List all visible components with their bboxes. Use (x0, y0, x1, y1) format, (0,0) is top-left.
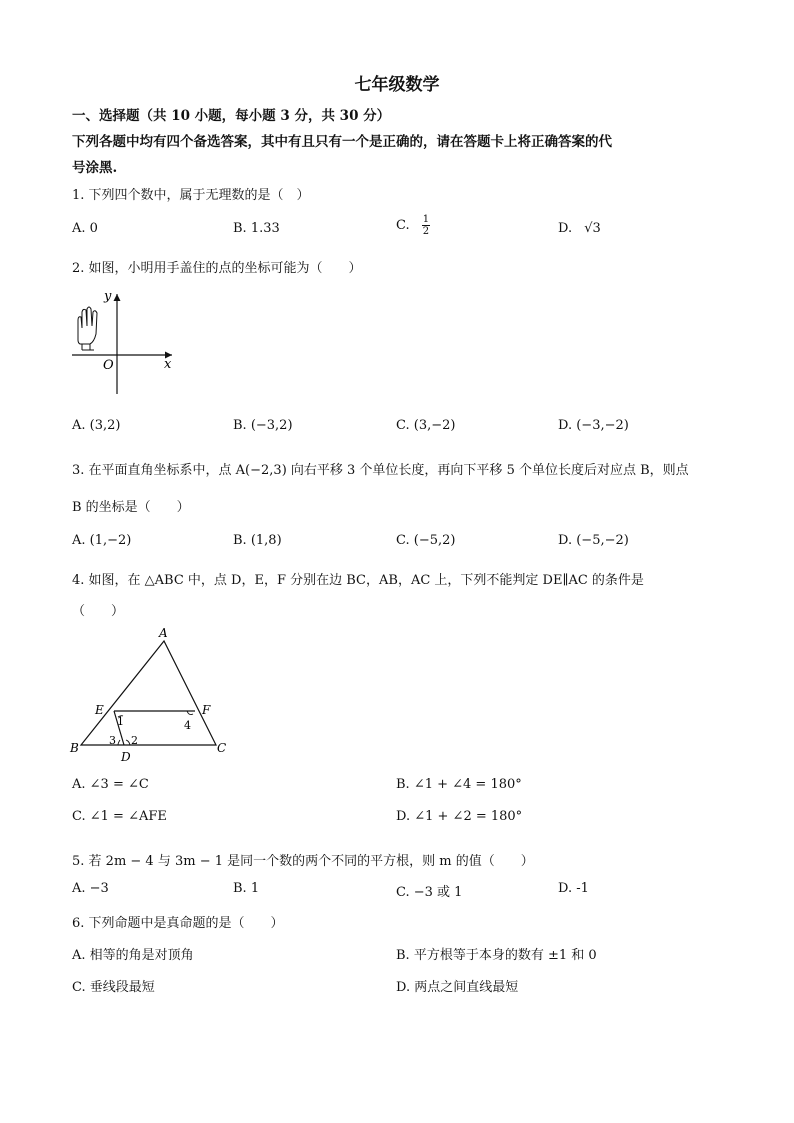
option-c-letter: C. (396, 218, 410, 233)
question-1-option-d (558, 221, 601, 236)
question-6-option-d: D. 两点之间直线最短 (396, 980, 519, 995)
option-d-letter: D. (558, 221, 573, 236)
question-3-option-d: D. (−5,−2) (558, 533, 629, 548)
question-6-option-b: B. 平方根等于本身的数有 ±1 和 0 (396, 948, 597, 963)
question-2-option-a: A. (3,2) (72, 418, 121, 433)
question-3-option-c: C. (−5,2) (396, 533, 456, 548)
point-d-label: D (121, 750, 131, 764)
question-3-stem-line-1: 3. 在平面直角坐标系中，点 A(−2,3) 向右平移 3 个单位长度，再向下平移 5 个单位长度后对应点 B，则点 (72, 463, 689, 478)
question-5-option-c: C. −3 或 1 (396, 885, 463, 900)
question-6-option-c: C. 垂线段最短 (72, 980, 155, 995)
hand-icon (78, 307, 97, 350)
question-1-option-b: B. 1.33 (233, 221, 280, 236)
question-4-option-b: B. ∠1 + ∠4 = 180° (396, 777, 522, 792)
angle-3-label: 3 (109, 734, 116, 747)
y-axis-label: y (104, 289, 112, 304)
fraction-numerator: 1 (422, 214, 430, 225)
question-6-stem: 6. 下列命题中是真命题的是（ ） (72, 916, 284, 931)
question-5-option-d: D. -1 (558, 881, 589, 896)
angle-4-label: 4 (184, 719, 191, 732)
section-heading: 一、选择题（共 10 小题，每小题 3 分，共 30 分） (72, 108, 391, 124)
x-axis-label: x (164, 357, 172, 372)
fraction-denominator: 2 (422, 226, 430, 237)
vertex-a-label: A (159, 626, 168, 640)
origin-label: O (103, 358, 114, 373)
instruction-line-2: 号涂黑. (72, 160, 118, 176)
page-title: 七年级数学 (354, 75, 440, 95)
vertex-c-label: C (217, 741, 227, 755)
question-5-stem: 5. 若 2m − 4 与 3m − 1 是同一个数的两个不同的平方根，则 m 的值（ ） (72, 854, 534, 869)
question-4-option-c: C. ∠1 = ∠AFE (72, 809, 167, 824)
question-1-option-c (396, 214, 430, 237)
point-f-label: F (202, 703, 211, 717)
question-4-stem-line-2: （ ） (72, 604, 125, 619)
question-3-option-b: B. (1,8) (233, 533, 282, 548)
angle-3-arc (118, 740, 120, 745)
question-3-option-a: A. (1,−2) (72, 533, 132, 548)
question-2-stem: 2. 如图，小明用手盖住的点的坐标可能为（ ） (72, 261, 362, 276)
question-1-option-a: A. 0 (72, 221, 98, 236)
triangle-abc (81, 641, 216, 745)
triangle-figure (66, 622, 236, 768)
coordinate-figure (60, 282, 190, 400)
vertex-b-label: B (70, 741, 79, 755)
question-4-stem-line-1: 4. 如图，在 △ABC 中，点 D，E，F 分别在边 BC，AB，AC 上，下列不能判定 DE∥AC 的条件是 (72, 573, 644, 588)
question-5-option-a: A. −3 (72, 881, 109, 896)
question-1-stem: 1. 下列四个数中，属于无理数的是（ ） (72, 188, 310, 203)
question-5-option-b: B. 1 (233, 881, 260, 896)
question-2-option-b: B. (−3,2) (233, 418, 293, 433)
angle-2-label: 2 (131, 734, 138, 747)
instruction-line-1: 下列各题中均有四个备选答案，其中有且只有一个是正确的，请在答题卡上将正确答案的代 (72, 134, 612, 150)
fraction (422, 214, 430, 237)
sqrt-expression: √3 (584, 221, 601, 236)
point-e-label: E (95, 703, 104, 717)
angle-2-arc (126, 740, 130, 745)
question-4-option-a: A. ∠3 = ∠C (72, 777, 149, 792)
angle-1-label: 1 (117, 715, 124, 728)
question-4-option-d: D. ∠1 + ∠2 = 180° (396, 809, 523, 824)
question-2-option-c: C. (3,−2) (396, 418, 456, 433)
question-3-stem-line-2: B 的坐标是（ ） (72, 500, 190, 515)
question-6-option-a: A. 相等的角是对顶角 (72, 948, 194, 963)
question-2-option-d: D. (−3,−2) (558, 418, 629, 433)
